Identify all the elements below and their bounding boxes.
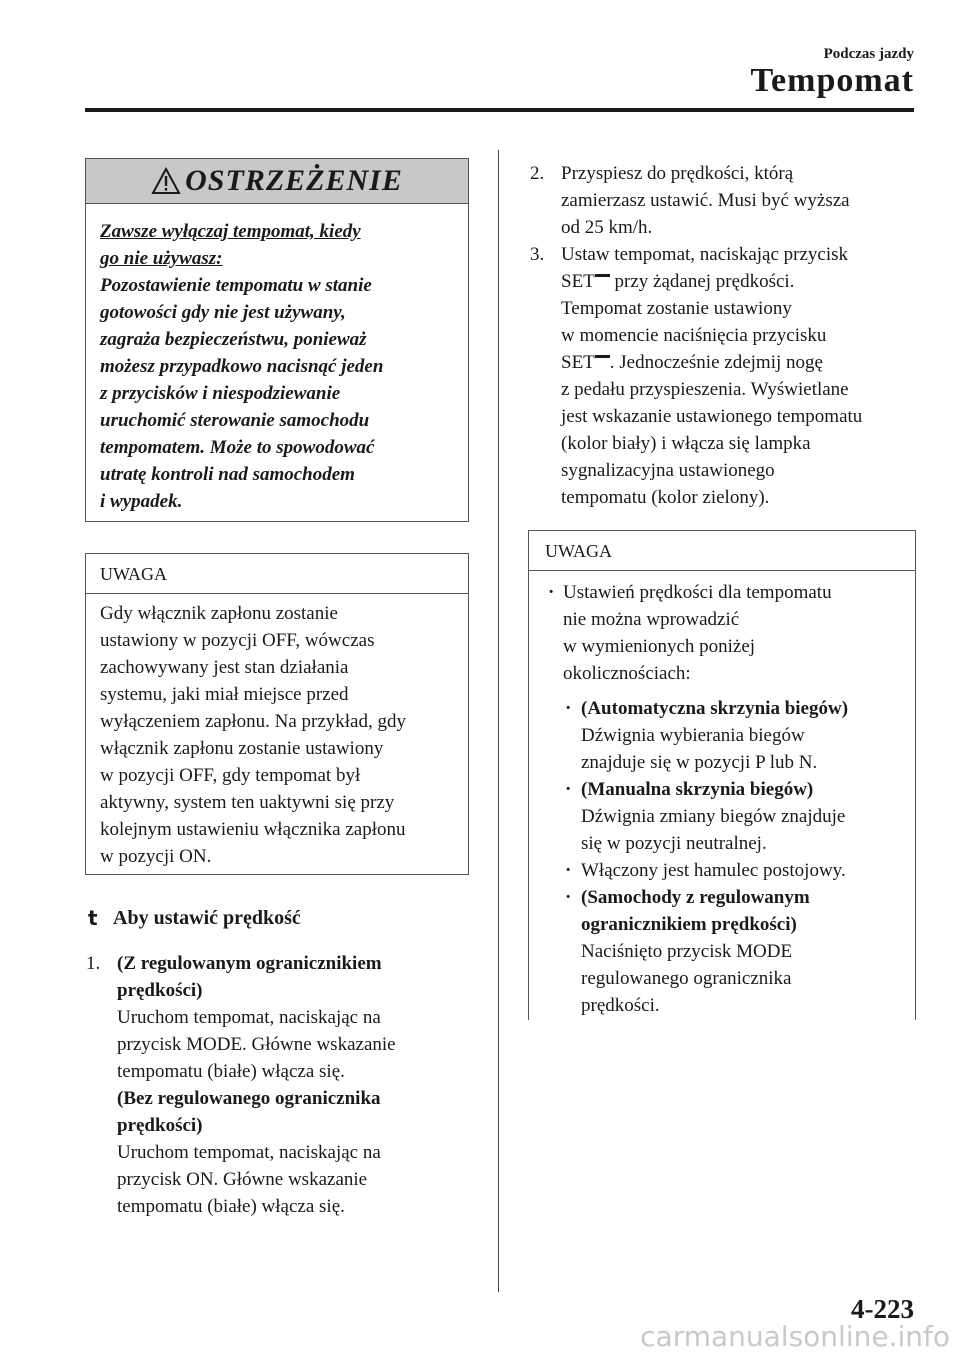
warning-body <box>86 204 468 515</box>
note-line: Gdy włącznik zapłonu zostanie <box>100 603 338 624</box>
step-line <box>561 268 862 295</box>
step-number: 1. <box>86 953 101 974</box>
step-body <box>117 950 396 1220</box>
note-line: w wymienionych poniżej <box>563 636 756 657</box>
step-line: przycisk MODE. Główne wskazanie <box>117 1034 396 1055</box>
note-line: Włączony jest hamulec postojowy. <box>581 860 846 881</box>
warning-triangle-icon <box>151 167 181 195</box>
bullet-dot-icon: · <box>548 582 555 603</box>
minus-icon <box>595 352 610 362</box>
note-sub-item <box>543 884 905 1019</box>
note-line: kolejnym ustawieniu włącznika zapłonu <box>100 819 406 840</box>
step-line-rest: przy żądanej prędkości. <box>609 271 795 292</box>
bullet-dot-icon: · <box>565 887 572 908</box>
step-line: Przyspiesz do prędkości, którą <box>561 163 794 184</box>
note-line: okolicznościach: <box>563 663 691 684</box>
note-title: UWAGA <box>529 531 915 571</box>
warning-lead-line: go nie używasz: <box>100 248 223 269</box>
step-line: Uruchom tempomat, naciskając na <box>117 1007 381 1028</box>
note-line: w pozycji ON. <box>100 846 212 867</box>
step-line <box>561 349 862 376</box>
step-number: 2. <box>530 163 545 184</box>
warning-line: uruchomić sterowanie samochodu <box>100 410 370 431</box>
note-line: Dźwignia zmiany biegów znajduje <box>581 806 846 827</box>
step-line: sygnalizacyjna ustawionego <box>561 460 775 481</box>
note-title: UWAGA <box>86 554 468 594</box>
note-line: zachowywany jest stan działania <box>100 657 349 678</box>
note-line: Naciśnięto przycisk MODE <box>581 941 793 962</box>
set-button-label: SET <box>561 271 595 292</box>
note-body <box>529 571 915 1019</box>
step-line: zamierzasz ustawić. Musi być wyższa <box>561 190 850 211</box>
step-line: jest wskazanie ustawionego tempomatu <box>561 406 863 427</box>
warning-line: i wypadek. <box>100 491 183 512</box>
step-subheading: (Bez regulowanego ogranicznika <box>117 1088 381 1109</box>
warning-line: tempomatem. Może to spowodować <box>100 437 375 458</box>
step-line: (kolor biały) i włącza się lampka <box>561 433 811 454</box>
header-rule <box>85 108 914 112</box>
note-line: znajduje się w pozycji P lub N. <box>581 752 818 773</box>
step-subheading: prędkości) <box>117 1115 203 1136</box>
note-bullet-item <box>543 579 905 687</box>
note-line: się w pozycji neutralnej. <box>581 833 767 854</box>
warning-line: z przycisków i niespodziewanie <box>100 383 341 404</box>
note-sub-heading: (Manualna skrzynia biegów) <box>581 779 814 800</box>
note-line: ustawiony w pozycji OFF, wówczas <box>100 630 375 651</box>
note-line: regulowanego ogranicznika <box>581 968 792 989</box>
warning-line: Pozostawienie tempomatu w stanie <box>100 275 372 296</box>
bullet-dot-icon: · <box>565 698 572 719</box>
step-line: Uruchom tempomat, naciskając na <box>117 1142 381 1163</box>
section-bullet-icon: t <box>88 906 98 930</box>
note-sub-heading: ogranicznikiem prędkości) <box>581 914 797 935</box>
minus-icon <box>595 271 610 281</box>
warning-line: zagraża bezpieczeństwu, ponieważ <box>100 329 367 350</box>
bullet-dot-icon: · <box>565 860 572 881</box>
step-line: z pedału przyspieszenia. Wyświetlane <box>561 379 849 400</box>
note-sub-item <box>543 695 905 776</box>
step-body <box>561 160 850 241</box>
note-line: Ustawień prędkości dla tempomatu <box>563 582 832 603</box>
note-sub-heading: (Samochody z regulowanym <box>581 887 810 908</box>
section-heading: Aby ustawić prędkość <box>113 907 301 929</box>
step-line: w momencie naciśnięcia przycisku <box>561 325 827 346</box>
note-line: w pozycji OFF, gdy tempomat był <box>100 765 361 786</box>
warning-lead-line: Zawsze wyłączaj tempomat, kiedy <box>100 221 361 242</box>
step-line: tempomatu (białe) włącza się. <box>117 1196 345 1217</box>
step-subheading: (Z regulowanym ogranicznikiem <box>117 953 382 974</box>
note-sub-item <box>543 776 905 857</box>
step-line: Ustaw tempomat, naciskając przycisk <box>561 244 849 265</box>
warning-line: gotowości gdy nie jest używany, <box>100 302 346 323</box>
step-line: od 25 km/h. <box>561 217 653 238</box>
note-line: wyłączeniem zapłonu. Na przykład, gdy <box>100 711 406 732</box>
page-number: 4-223 <box>851 1294 914 1324</box>
running-header-section: Podczas jazdy <box>823 46 914 62</box>
step-number: 3. <box>530 244 545 265</box>
page-title: Tempomat <box>750 62 914 99</box>
step-body <box>561 241 862 511</box>
step-line-rest: . Jednocześnie zdejmij nogę <box>609 352 823 373</box>
warning-line: utratę kontroli nad samochodem <box>100 464 355 485</box>
note-box-restrictions <box>528 530 916 1020</box>
column-divider <box>498 150 499 1292</box>
warning-box <box>85 158 469 522</box>
note-line: nie można wprowadzić <box>563 609 740 630</box>
note-sub-item <box>543 857 905 884</box>
note-sub-heading: (Automatyczna skrzynia biegów) <box>581 698 849 719</box>
note-line: włącznik zapłonu zostanie ustawiony <box>100 738 384 759</box>
note-line: prędkości. <box>581 995 660 1016</box>
watermark: carmanualsonline.info <box>640 1320 950 1353</box>
step-line: tempomatu (białe) włącza się. <box>117 1061 345 1082</box>
step-line: Tempomat zostanie ustawiony <box>561 298 792 319</box>
note-box-ignition <box>85 553 469 875</box>
step-line: przycisk ON. Główne wskazanie <box>117 1169 368 1190</box>
warning-header <box>86 159 468 204</box>
note-body <box>86 594 468 870</box>
note-line: systemu, jaki miał miejsce przed <box>100 684 349 705</box>
warning-title: OSTRZEŻENIE <box>185 164 403 197</box>
step-line: tempomatu (kolor zielony). <box>561 487 770 508</box>
bullet-dot-icon: · <box>565 779 572 800</box>
note-line: Dźwignia wybierania biegów <box>581 725 805 746</box>
warning-lead <box>100 218 456 272</box>
note-line: aktywny, system ten uaktywni się przy <box>100 792 395 813</box>
warning-line: możesz przypadkowo nacisnąć jeden <box>100 356 384 377</box>
step-subheading: prędkości) <box>117 980 203 1001</box>
set-button-label: SET <box>561 352 595 373</box>
